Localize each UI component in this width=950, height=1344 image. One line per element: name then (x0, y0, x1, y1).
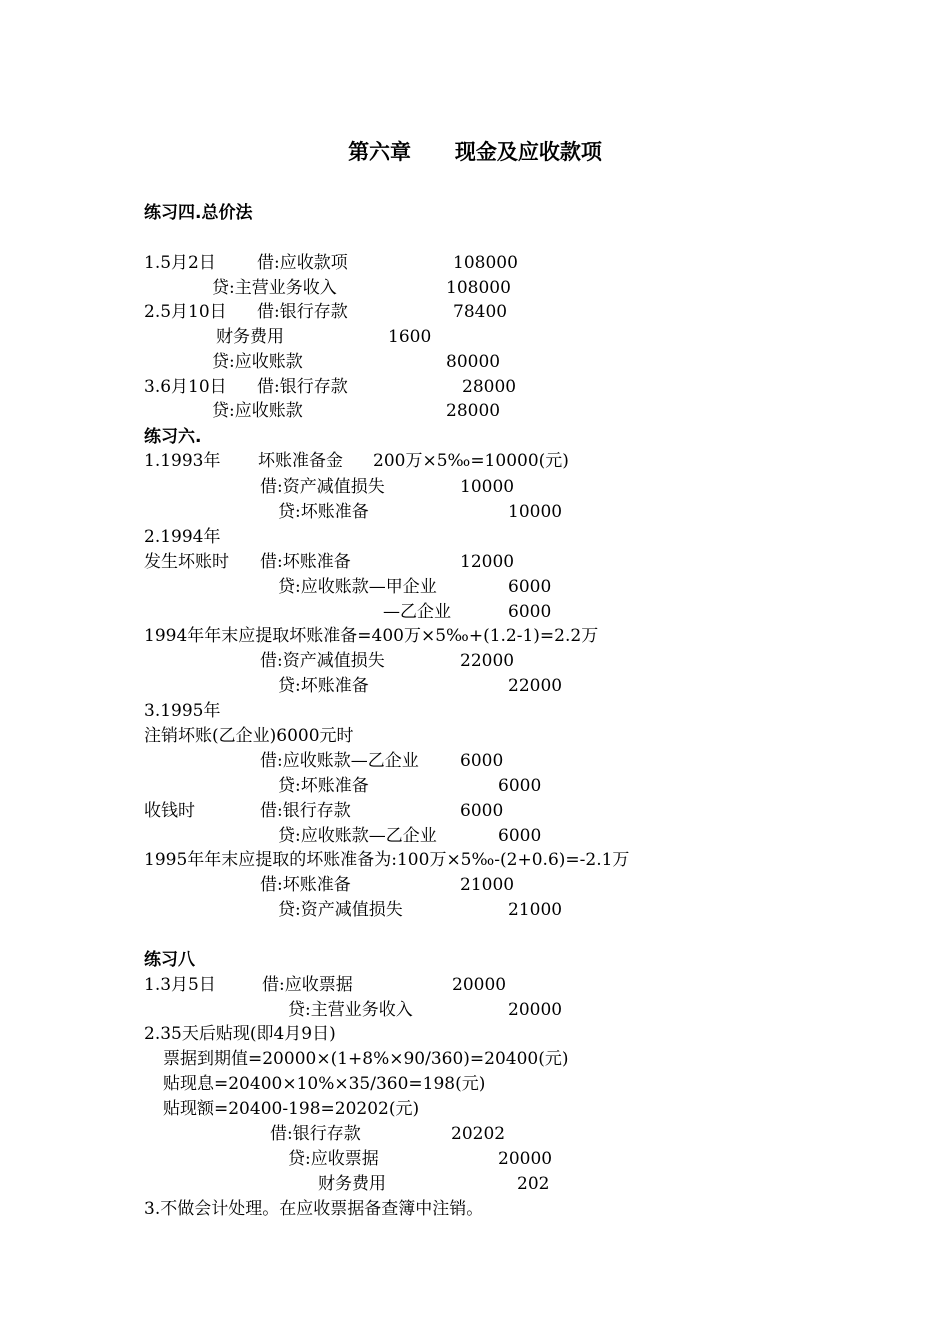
section-heading: 练习六. (144, 427, 202, 447)
text-line: 1600 (388, 327, 432, 347)
text-line: 3.6月10日 (144, 377, 227, 397)
section-heading: 练习八 (144, 950, 195, 970)
text-line: 借:银行存款 (270, 1124, 361, 1144)
text-line: 200万×5‰=10000(元) (373, 451, 569, 471)
text-line: 借:应收票据 (262, 975, 353, 995)
text-line: 6000 (498, 776, 542, 796)
text-line: 21000 (460, 875, 515, 895)
text-line: 贷:应收账款 (212, 401, 303, 421)
text-line: 贷:主营业务收入 (288, 1000, 413, 1020)
text-line: 借:银行存款 (257, 377, 348, 397)
text-line: 票据到期值=20000×(1+8%×90/360)=20400(元) (163, 1049, 569, 1069)
text-line: 6000 (508, 602, 552, 622)
text-line: 收钱时 (144, 801, 195, 821)
text-line: 借:银行存款 (257, 302, 348, 322)
text-line: 借:资产减值损失 (260, 651, 385, 671)
text-line: 贷:应收账款 (212, 352, 303, 372)
text-line: 2.35天后贴现(即4月9日) (144, 1024, 336, 1044)
text-line: 108000 (453, 253, 518, 273)
text-line: 财务费用 (216, 327, 284, 347)
text-line: 财务费用 (318, 1174, 386, 1194)
text-line: 20202 (451, 1124, 506, 1144)
text-line: 借:坏账准备 (260, 875, 351, 895)
text-line: 2.1994年 (144, 527, 221, 547)
text-line: 6000 (460, 751, 504, 771)
text-line: 10000 (508, 502, 563, 522)
text-line: 借:应收款项 (257, 253, 348, 273)
text-line: 2.5月10日 (144, 302, 227, 322)
text-line: 20000 (508, 1000, 563, 1020)
text-line: 1995年年末应提取的坏账准备为:100万×5‰-(2+0.6)=-2.1万 (144, 850, 630, 870)
text-line: 1994年年末应提取坏账准备=400万×5‰+(1.2-1)=2.2万 (144, 626, 599, 646)
text-line: 78400 (453, 302, 508, 322)
text-line: —乙企业 (383, 602, 451, 622)
text-line: 贷:应收账款—甲企业 (278, 577, 437, 597)
text-line: 21000 (508, 900, 563, 920)
text-line: 借:资产减值损失 (260, 477, 385, 497)
section-heading: 练习四.总价法 (144, 203, 253, 223)
text-line: 贷:坏账准备 (278, 676, 369, 696)
text-line: 3.1995年 (144, 701, 221, 721)
text-line: 1.5月2日 (144, 253, 216, 273)
text-line: 80000 (446, 352, 501, 372)
chapter-title: 第六章 现金及应收款项 (348, 140, 602, 164)
text-line: 借:银行存款 (260, 801, 351, 821)
text-line: 贷:主营业务收入 (212, 278, 337, 298)
text-line: 20000 (498, 1149, 553, 1169)
text-line: 28000 (462, 377, 517, 397)
text-line: 贷:应收票据 (288, 1149, 379, 1169)
text-line: 22000 (460, 651, 515, 671)
text-line: 借:坏账准备 (260, 552, 351, 572)
text-line: 20000 (452, 975, 507, 995)
text-line: 贷:应收账款—乙企业 (278, 826, 437, 846)
text-line: 22000 (508, 676, 563, 696)
text-line: 1.3月5日 (144, 975, 216, 995)
text-line: 202 (517, 1174, 550, 1194)
text-line: 发生坏账时 (144, 552, 229, 572)
text-line: 贷:资产减值损失 (278, 900, 403, 920)
text-line: 贴现息=20400×10%×35/360=198(元) (163, 1074, 486, 1094)
text-line: 注销坏账(乙企业)6000元时 (144, 726, 354, 746)
text-line: 28000 (446, 401, 501, 421)
text-line: 6000 (460, 801, 504, 821)
text-line: 借:应收账款—乙企业 (260, 751, 419, 771)
text-line: 3.不做会计处理。在应收票据备查簿中注销。 (144, 1199, 484, 1219)
text-line: 6000 (508, 577, 552, 597)
text-line: 贴现额=20400-198=20202(元) (163, 1099, 420, 1119)
text-line: 1.1993年 (144, 451, 221, 471)
text-line: 12000 (460, 552, 515, 572)
text-line: 坏账准备金 (258, 451, 343, 471)
text-line: 10000 (460, 477, 515, 497)
text-line: 贷:坏账准备 (278, 502, 369, 522)
text-line: 108000 (446, 278, 511, 298)
text-line: 贷:坏账准备 (278, 776, 369, 796)
text-line: 6000 (498, 826, 542, 846)
